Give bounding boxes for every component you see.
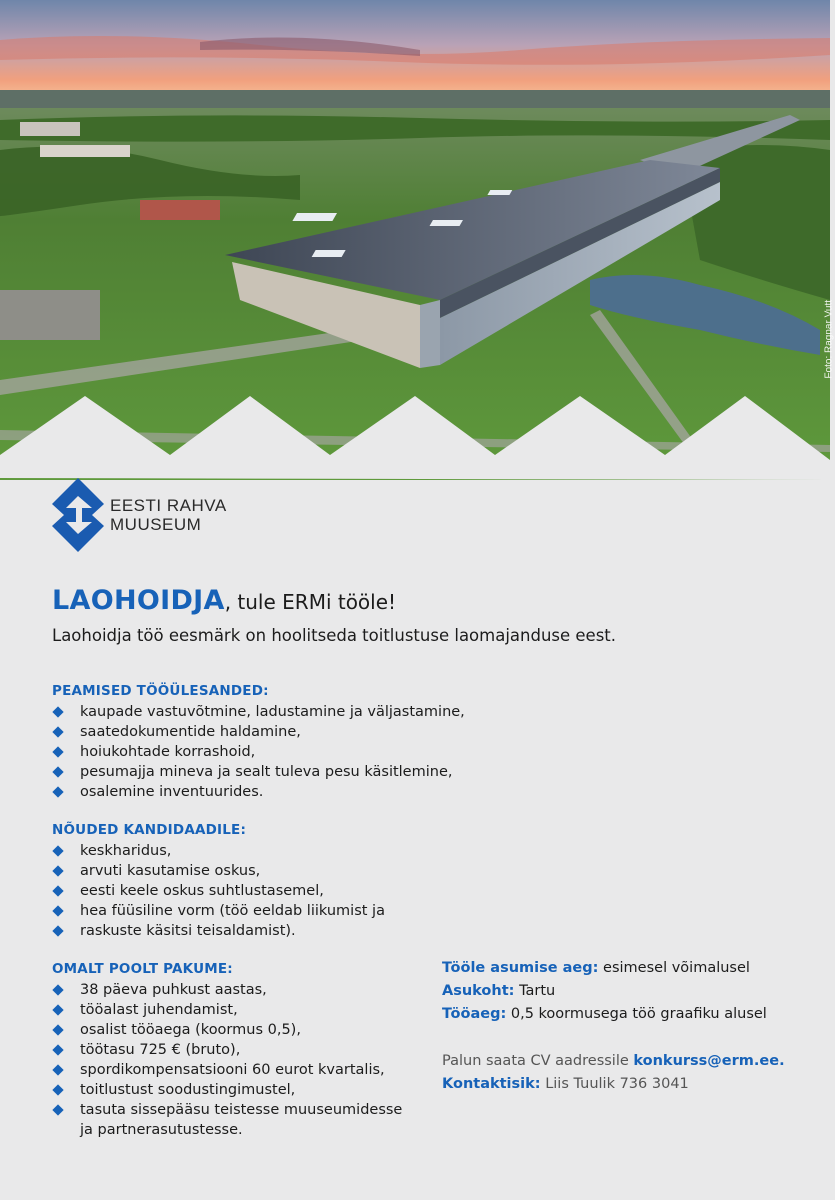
tasks-section [52,683,522,802]
list-item: toitlustust soodustingimustel, [52,1080,432,1100]
job-title: LAOHOIDJA [52,585,225,616]
logo-text [110,496,227,534]
diamond-bullet-icon [52,746,63,757]
list-item: pesumajja mineva ja sealt tuleva pesu käsitlemine, [52,762,522,782]
list-item: kaupade vastuvõtmine, ladustamine ja väljastamine, [52,702,522,722]
list-item: spordikompensatsiooni 60 eurot kvartalis, [52,1060,432,1080]
cv-row [442,1050,812,1073]
headline-rest: , tule ERMi tööle! [224,590,397,614]
list-item: keskharidus, [52,841,432,861]
list-item: tööalast juhendamist, [52,1000,432,1020]
diamond-bullet-icon [52,925,63,936]
diamond-bullet-icon [52,1024,63,1035]
start-time-value: esimesel võimalusel [603,960,750,976]
logo-line-1: EESTI RAHVA [110,496,227,515]
diamond-bullet-icon [52,865,63,876]
worktime-row [442,1003,812,1026]
erm-logo-icon [52,478,104,552]
start-time-label: Tööle asumise aeg: [442,960,599,976]
list-item: tasuta sissepääsu teistesse muuseumidesse ja partnerasutustesse. [52,1100,432,1140]
diamond-bullet-icon [52,845,63,856]
logo-line-2: MUUSEUM [110,515,202,534]
hero-photo [0,0,835,480]
cv-text: Palun saata CV aadressile [442,1053,629,1069]
list-item: hea füüsiline vorm (töö eeldab liikumist ja [52,901,432,921]
diamond-bullet-icon [52,1064,63,1075]
museum-aerial-illustration [0,0,830,480]
diamond-bullet-icon [52,984,63,995]
location-value: Tartu [519,983,556,999]
location-row [442,980,812,1003]
diamond-bullet-icon [52,1084,63,1095]
museum-logo [52,478,227,552]
requirements-section [52,822,432,941]
contact-person-label: Kontaktisik: [442,1076,541,1092]
worktime-label: Tööaeg: [442,1006,507,1022]
diamond-bullet-icon [52,706,63,717]
requirements-list [52,841,432,941]
tasks-heading: PEAMISED TÖÖÜLESANDED: [52,683,269,699]
list-item: eesti keele oskus suhtlustasemel, [52,881,432,901]
start-time-row [442,957,812,980]
offer-section [52,961,432,1140]
headline [52,585,792,616]
diamond-bullet-icon [52,1004,63,1015]
list-item: 38 päeva puhkust aastas, [52,980,432,1000]
diamond-bullet-icon [52,1044,63,1055]
list-item: arvuti kasutamise oskus, [52,861,432,881]
diamond-bullet-icon [52,885,63,896]
job-details [442,957,812,1026]
tasks-list [52,702,522,802]
contact-person-value: Liis Tuulik 736 3041 [545,1076,689,1092]
diamond-bullet-icon [52,726,63,737]
diamond-bullet-icon [52,905,63,916]
requirements-heading: NÕUDED KANDIDAADILE: [52,822,247,838]
list-item: osalist tööaega (koormus 0,5), [52,1020,432,1040]
diamond-bullet-icon [52,1104,63,1115]
list-item: töötasu 725 € (bruto), [52,1040,432,1060]
intro-text: Laohoidja töö eesmärk on hoolitseda toitlustuse laomajanduse eest. [52,626,617,645]
contact-details [442,1050,812,1096]
list-item: raskuste käsitsi teisaldamist). [52,921,432,941]
list-item: osalemine inventuurides. [52,782,522,802]
diamond-bullet-icon [52,786,63,797]
diamond-bullet-icon [52,766,63,777]
photo-credit: Foto: Ragnar Vutt [824,300,835,379]
list-item-continuation: ja partnerasutustesse. [80,1122,243,1138]
offer-heading: OMALT POOLT PAKUME: [52,961,233,977]
offer-list [52,980,432,1140]
location-label: Asukoht: [442,983,515,999]
worktime-value: 0,5 koormusega töö graafiku alusel [510,1006,767,1022]
list-item: saatedokumentide haldamine, [52,722,522,742]
list-item: hoiukohtade korrashoid, [52,742,522,762]
email-link[interactable]: konkurss@erm.ee. [633,1053,785,1069]
contact-person-row [442,1073,812,1096]
